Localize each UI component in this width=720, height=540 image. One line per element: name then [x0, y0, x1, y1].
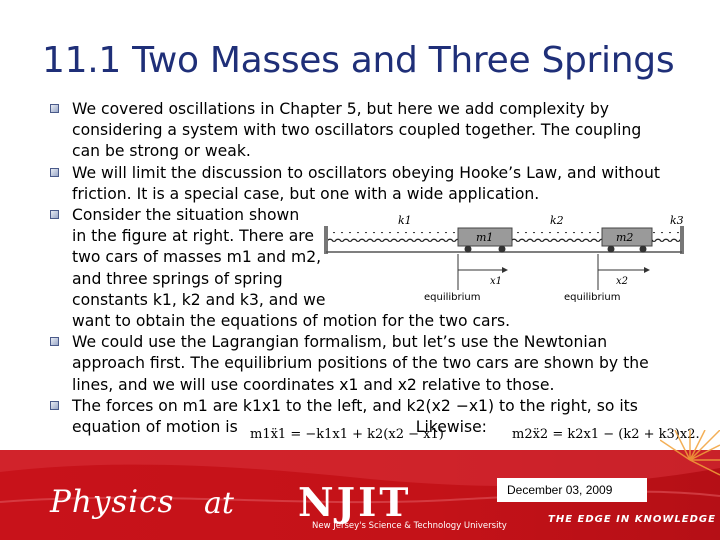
label-x2: x2 — [616, 276, 629, 287]
bullet-1-line-3: can be strong or weak. — [72, 142, 251, 161]
bullet-4-line-1: We could use the Lagrangian formalism, but let’s use the Newtonian — [72, 333, 608, 352]
bullet-2 — [50, 163, 690, 205]
bullet-3-line-2: in the figure at right. There are — [72, 227, 314, 246]
bullet-1-line-1: We covered oscillations in Chapter 5, but here we add complexity by — [72, 100, 609, 118]
bullet-4-line-3: lines, and we will use coordinates x1 and x2 relative to those. — [72, 375, 555, 394]
likewise-label: Likewise: — [415, 418, 487, 437]
bullet-3-line-1: Consider the situation shown — [72, 206, 300, 225]
left-wall — [324, 226, 328, 254]
bullet-3-line-3: two cars of masses m1 and m2, — [72, 248, 322, 267]
bullet-2-line-2: friction. It is a special case, but one with a wide application. — [72, 184, 540, 203]
slide-title: 11.1 Two Masses and Three Springs — [42, 40, 675, 81]
njit-logo: NJIT — [298, 480, 412, 526]
label-m2: m2 — [616, 231, 634, 244]
label-x1: x1 — [490, 276, 503, 287]
bullet-marker-icon — [50, 104, 59, 113]
njit-tagline: New Jersey's Science & Technology University — [312, 521, 507, 531]
edge-in-knowledge: THE EDGE IN KNOWLEDGE — [548, 514, 716, 525]
bullet-3-line-5: constants k1, k2 and k3, and we — [72, 290, 326, 309]
bullet-1-line-2: considering a system with two oscillators coupled together. The coupling — [72, 121, 642, 140]
bullet-1 — [50, 99, 690, 163]
label-k3: k3 — [670, 214, 684, 227]
bullet-3-line-4: and three springs of spring — [72, 269, 283, 288]
bullet-4-line-2: approach first. The equilibrium positions of the two cars are shown by the — [72, 354, 649, 373]
bullet-marker-icon — [50, 168, 59, 177]
sun-icon — [660, 430, 720, 490]
label-k1: k1 — [398, 214, 412, 227]
bullet-5-line-1: The forces on m1 are k1x1 to the left, and k2(x2 −x1) to the right, so its — [72, 396, 638, 415]
label-k2: k2 — [550, 214, 564, 227]
spring-mass-figure — [318, 208, 690, 308]
equation-m1: m1ẍ1 = −k1x1 + k2(x2 − x1) — [250, 427, 444, 442]
bullet-marker-icon — [50, 337, 59, 346]
bullet-3-line-6: want to obtain the equations of motion for the two cars. — [72, 312, 511, 331]
bullet-2-line-1: We will limit the discussion to oscillators obeying Hooke’s Law, and without — [72, 163, 660, 182]
spring-2 — [512, 232, 602, 242]
spring-1 — [328, 232, 458, 242]
footer-at-text: at — [204, 486, 234, 521]
label-equilibrium-1: equilibrium — [424, 292, 481, 303]
spring-3 — [652, 232, 680, 242]
slide-date: December 03, 2009 — [507, 483, 613, 497]
right-wall — [680, 226, 684, 254]
label-equilibrium-2: equilibrium — [564, 292, 621, 303]
footer-physics-text: Physics — [50, 484, 175, 520]
bullet-marker-icon — [50, 401, 59, 410]
bullet-5-line-2-text: equation of motion is — [72, 418, 238, 437]
label-m1: m1 — [476, 231, 494, 244]
bullet-4 — [50, 332, 690, 396]
bullet-marker-icon — [50, 210, 59, 219]
equation-m2: m2ẍ2 = k2x1 − (k2 + k3)x2. — [512, 427, 700, 442]
